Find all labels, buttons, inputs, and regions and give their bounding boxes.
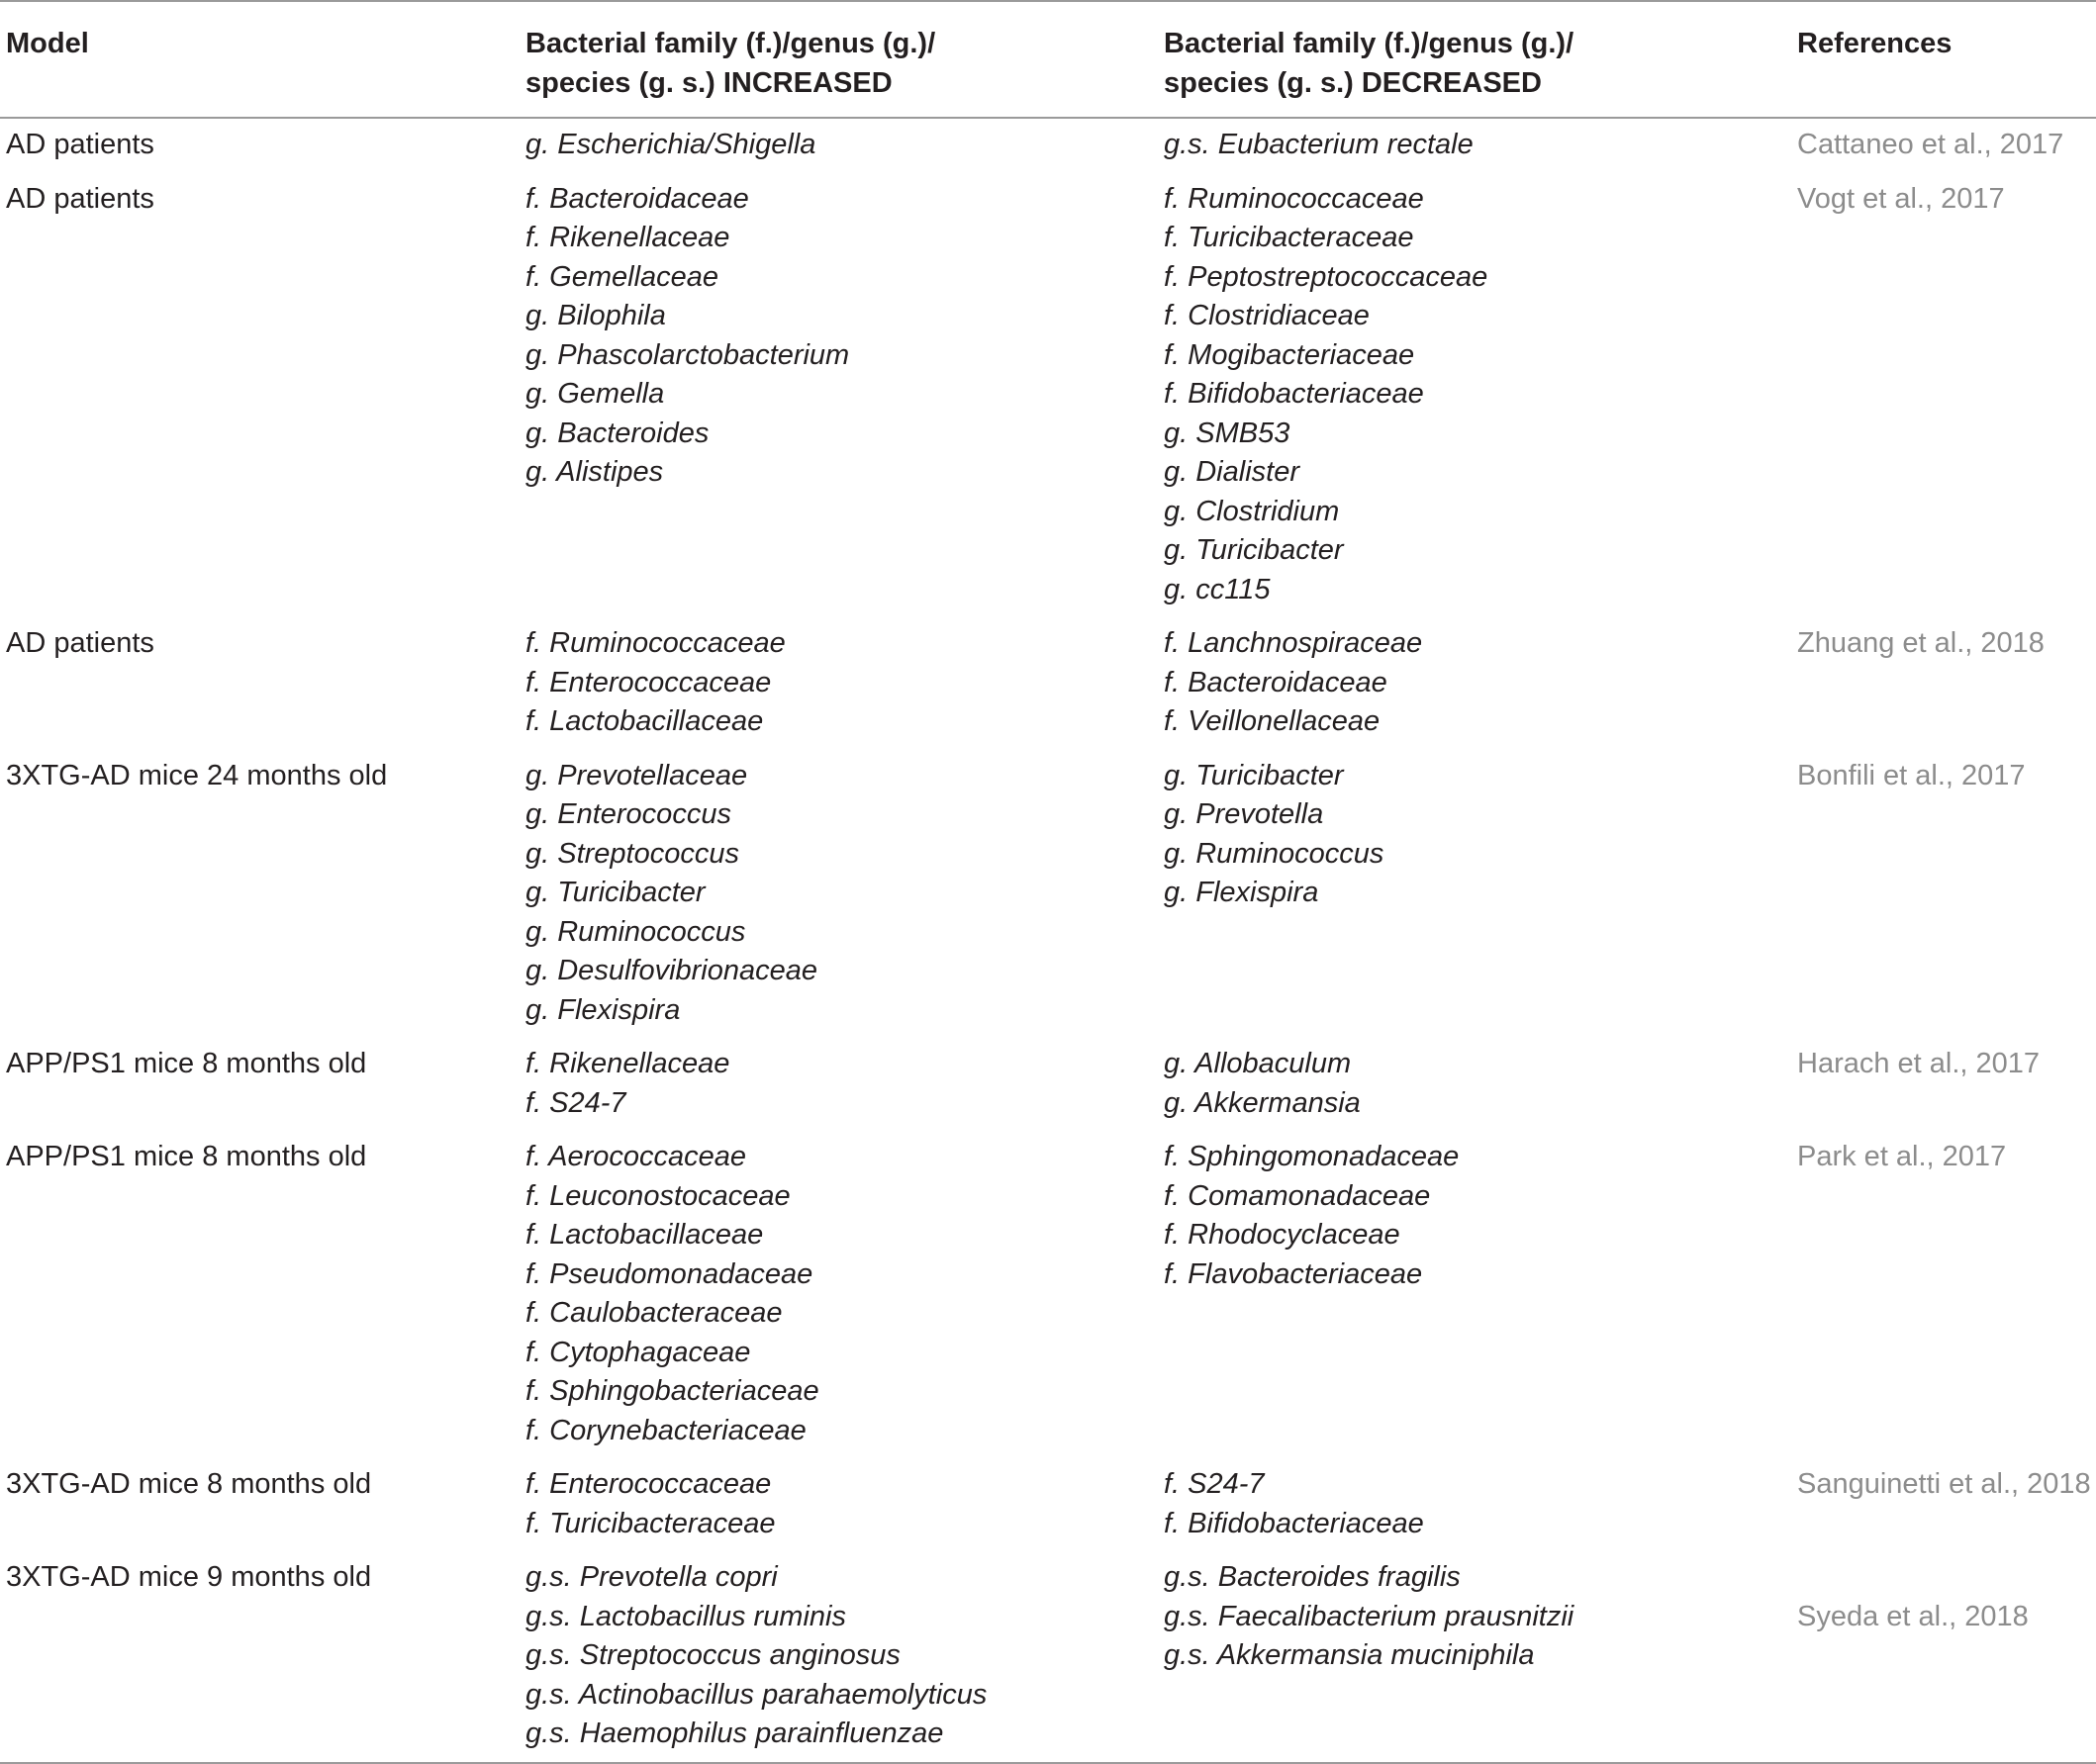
- increased-taxon: f. Lactobacillaceae: [525, 1219, 764, 1251]
- table-row: [0, 1038, 2096, 1131]
- decreased-taxon: g. Ruminococcus: [1164, 837, 1384, 870]
- increased-taxa-cell: [520, 1038, 1158, 1131]
- decreased-taxon: g.s. Bacteroides fragilis: [1164, 1561, 1461, 1593]
- increased-taxon: f. Lactobacillaceae: [525, 705, 764, 737]
- decreased-taxon: f. Turicibacteraceae: [1164, 222, 1414, 253]
- increased-taxon: g.s. Prevotella copri: [525, 1561, 778, 1593]
- increased-taxon: f. Caulobacteraceae: [525, 1297, 783, 1329]
- increased-taxon: f. Enterococcaceae: [525, 666, 772, 698]
- reference-text: Cattaneo et al., 2017: [1797, 129, 2064, 160]
- table-row: [0, 1131, 2096, 1458]
- model-cell: [0, 1131, 520, 1458]
- decreased-taxon: f. S24-7: [1164, 1468, 1265, 1500]
- decreased-taxon: f. Rhodocyclaceae: [1164, 1219, 1400, 1251]
- decreased-taxon: f. Flavobacteriaceae: [1164, 1257, 1423, 1290]
- increased-taxon: g. Phascolarctobacterium: [525, 338, 850, 371]
- header-references-label: References: [1797, 28, 1953, 59]
- decreased-taxon: g. Akkermansia: [1164, 1086, 1361, 1119]
- decreased-taxon: f. Comamonadaceae: [1164, 1179, 1431, 1212]
- reference-text: Syeda et al., 2018: [1797, 1600, 2029, 1632]
- header-model: [0, 1, 520, 118]
- decreased-taxa-cell: [1158, 118, 1791, 173]
- header-increased: [520, 1, 1158, 118]
- decreased-taxon: f. Veillonellaceae: [1164, 705, 1381, 737]
- header-row: [0, 1, 2096, 118]
- decreased-taxon: g. Allobaculum: [1164, 1048, 1352, 1079]
- increased-taxon: f. Rikenellaceae: [525, 222, 730, 253]
- table-body: [0, 118, 2096, 1763]
- increased-taxon: f. Bacteroidaceae: [525, 182, 749, 215]
- decreased-taxa-cell: [1158, 1131, 1791, 1458]
- increased-taxon: f. S24-7: [525, 1086, 626, 1119]
- decreased-taxon: g. Prevotella: [1164, 798, 1324, 830]
- increased-taxon: g.s. Haemophilus parainfluenzae: [525, 1718, 944, 1749]
- reference-cell: [1791, 1038, 2096, 1131]
- decreased-taxon: g.s. Akkermansia muciniphila: [1164, 1639, 1535, 1671]
- model-text: APP/PS1 mice 8 months old: [6, 1048, 367, 1079]
- reference-cell: [1791, 1551, 2096, 1763]
- reference-text: Vogt et al., 2017: [1797, 182, 2005, 215]
- decreased-taxon: g.s. Eubacterium rectale: [1164, 129, 1474, 160]
- table-row: [0, 750, 2096, 1039]
- reference-cell: [1791, 173, 2096, 618]
- model-text: 3XTG-AD mice 8 months old: [6, 1468, 372, 1500]
- decreased-taxa-cell: [1158, 750, 1791, 1039]
- decreased-taxon: f. Bifidobacteriaceae: [1164, 1507, 1424, 1539]
- decreased-taxa-cell: [1158, 173, 1791, 618]
- increased-taxon: g. Turicibacter: [525, 877, 706, 908]
- decreased-taxon: g. Flexispira: [1164, 877, 1319, 908]
- increased-taxon: f. Leuconostocaceae: [525, 1179, 791, 1212]
- increased-taxon: g. Bacteroides: [525, 417, 710, 449]
- header-increased-line-2: species (g. s.) INCREASED: [525, 67, 893, 99]
- model-cell: [0, 1551, 520, 1763]
- increased-taxon: g. Bilophila: [525, 300, 666, 331]
- decreased-taxon: g. cc115: [1164, 573, 1271, 605]
- reference-cell: [1791, 118, 2096, 173]
- increased-taxon: g. Gemella: [525, 378, 665, 410]
- decreased-taxon: g. Turicibacter: [1164, 534, 1344, 566]
- table-header: [0, 1, 2096, 118]
- increased-taxon: g. Enterococcus: [525, 798, 731, 830]
- model-cell: [0, 173, 520, 618]
- decreased-taxon: f. Clostridiaceae: [1164, 300, 1370, 331]
- model-text: 3XTG-AD mice 9 months old: [6, 1561, 372, 1593]
- increased-taxon: f. Cytophagaceae: [525, 1336, 751, 1368]
- decreased-taxon: f. Bifidobacteriaceae: [1164, 378, 1424, 410]
- increased-taxon: g. Streptococcus: [525, 837, 739, 870]
- increased-taxa-cell: [520, 617, 1158, 750]
- reference-text: Park et al., 2017: [1797, 1141, 2007, 1172]
- table-row: [0, 1458, 2096, 1551]
- decreased-taxon: f. Ruminococcaceae: [1164, 182, 1424, 215]
- decreased-taxon: f. Lanchnospiraceae: [1164, 627, 1423, 659]
- increased-taxon: f. Ruminococcaceae: [525, 627, 786, 659]
- model-cell: [0, 1038, 520, 1131]
- increased-taxon: g. Flexispira: [525, 993, 681, 1026]
- header-decreased: [1158, 1, 1791, 118]
- increased-taxa-cell: [520, 1551, 1158, 1763]
- header-decreased-line-2: species (g. s.) DECREASED: [1164, 67, 1542, 99]
- table-row: [0, 1551, 2096, 1763]
- increased-taxon: g.s. Actinobacillus parahaemolyticus: [525, 1678, 988, 1711]
- increased-taxon: f. Enterococcaceae: [525, 1468, 772, 1500]
- increased-taxon: g.s. Streptococcus anginosus: [525, 1639, 901, 1671]
- increased-taxa-cell: [520, 173, 1158, 618]
- increased-taxon: g. Alistipes: [525, 456, 664, 488]
- model-text: APP/PS1 mice 8 months old: [6, 1141, 367, 1172]
- decreased-taxon: g. Dialister: [1164, 456, 1299, 488]
- decreased-taxon: f. Bacteroidaceae: [1164, 666, 1387, 698]
- model-text: AD patients: [6, 182, 154, 215]
- increased-taxa-cell: [520, 750, 1158, 1039]
- model-text: AD patients: [6, 627, 154, 659]
- model-cell: [0, 617, 520, 750]
- model-cell: [0, 1458, 520, 1551]
- increased-taxon: f. Gemellaceae: [525, 260, 719, 293]
- decreased-taxon: g. Turicibacter: [1164, 759, 1344, 791]
- increased-taxon: f. Sphingobacteriaceae: [525, 1375, 819, 1407]
- decreased-taxa-cell: [1158, 1038, 1791, 1131]
- increased-taxa-cell: [520, 1131, 1158, 1458]
- header-decreased-line-1: Bacterial family (f.)/genus (g.)/: [1164, 28, 1574, 59]
- decreased-taxon: f. Peptostreptococcaceae: [1164, 260, 1488, 293]
- reference-cell: [1791, 1131, 2096, 1458]
- increased-taxon: f. Rikenellaceae: [525, 1048, 730, 1079]
- reference-text: Zhuang et al., 2018: [1797, 627, 2045, 659]
- model-text: AD patients: [6, 129, 154, 160]
- increased-taxa-cell: [520, 118, 1158, 173]
- increased-taxon: g. Prevotellaceae: [525, 759, 748, 791]
- increased-taxon: g.s. Lactobacillus ruminis: [525, 1600, 846, 1632]
- increased-taxa-cell: [520, 1458, 1158, 1551]
- increased-taxon: f. Pseudomonadaceae: [525, 1257, 813, 1290]
- table-row: [0, 173, 2096, 618]
- table-row: [0, 617, 2096, 750]
- decreased-taxon: f. Mogibacteriaceae: [1164, 338, 1415, 371]
- model-text: 3XTG-AD mice 24 months old: [6, 759, 388, 791]
- decreased-taxa-cell: [1158, 617, 1791, 750]
- reference-text: Harach et al., 2017: [1797, 1048, 2041, 1079]
- reference-text: Bonfili et al., 2017: [1797, 759, 2026, 791]
- decreased-taxa-cell: [1158, 1458, 1791, 1551]
- decreased-taxa-cell: [1158, 1551, 1791, 1763]
- increased-taxon: f. Corynebacteriaceae: [525, 1414, 807, 1446]
- increased-taxon: g. Desulfovibrionaceae: [525, 955, 818, 986]
- decreased-taxon: g. Clostridium: [1164, 495, 1340, 527]
- reference-cell: [1791, 1458, 2096, 1551]
- header-increased-line-1: Bacterial family (f.)/genus (g.)/: [525, 28, 936, 59]
- increased-taxon: f. Turicibacteraceae: [525, 1507, 776, 1539]
- increased-taxon: g. Escherichia/Shigella: [525, 129, 816, 160]
- model-cell: [0, 750, 520, 1039]
- decreased-taxon: g.s. Faecalibacterium prausnitzii: [1164, 1600, 1574, 1632]
- table-row: [0, 118, 2096, 173]
- reference-text: Sanguinetti et al., 2018: [1797, 1468, 2091, 1500]
- header-references: [1791, 1, 2096, 118]
- increased-taxon: f. Aerococcaceae: [525, 1141, 746, 1172]
- reference-cell: [1791, 617, 2096, 750]
- decreased-taxon: g. SMB53: [1164, 417, 1290, 449]
- header-model-label: Model: [6, 28, 89, 59]
- reference-cell: [1791, 750, 2096, 1039]
- model-cell: [0, 118, 520, 173]
- decreased-taxon: f. Sphingomonadaceae: [1164, 1141, 1460, 1172]
- increased-taxon: g. Ruminococcus: [525, 915, 746, 948]
